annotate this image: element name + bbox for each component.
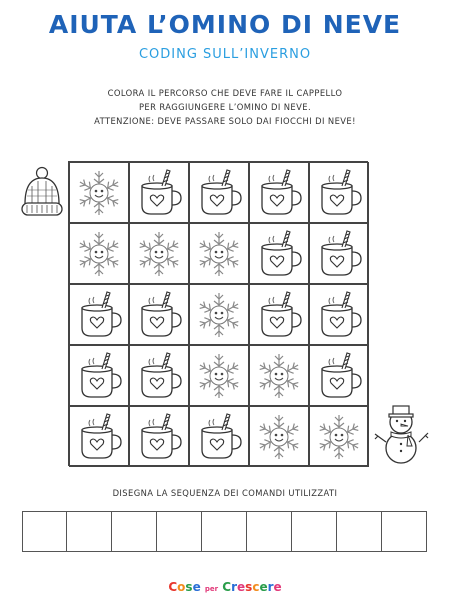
logo-word: Cose (168, 580, 201, 594)
grid-cell[interactable] (69, 406, 129, 467)
hot-cocoa-mug-icon (74, 290, 124, 340)
grid-cell[interactable] (129, 345, 189, 406)
hot-cocoa-mug-icon (314, 290, 364, 340)
command-box[interactable] (292, 511, 337, 552)
grid-cell[interactable] (129, 162, 189, 223)
commands-label: DISEGNA LA SEQUENZA DEI COMANDI UTILIZZATI (112, 488, 338, 498)
winter-hat-icon (18, 166, 66, 220)
command-box[interactable] (247, 511, 292, 552)
command-box[interactable] (22, 511, 67, 552)
hot-cocoa-mug-icon (314, 229, 364, 279)
grid-cell[interactable] (309, 284, 369, 345)
coding-grid (68, 161, 368, 466)
grid-cell[interactable] (69, 162, 129, 223)
grid-cell[interactable] (129, 284, 189, 345)
hot-cocoa-mug-icon (254, 290, 304, 340)
instruction-line: PER RAGGIUNGERE L’OMINO DI NEVE. (138, 102, 312, 112)
grid-cell[interactable] (249, 223, 309, 284)
logo-word: Crescere (222, 580, 282, 594)
grid-cell[interactable] (129, 223, 189, 284)
snowflake-icon (194, 290, 244, 340)
hot-cocoa-mug-icon (74, 412, 124, 462)
hot-cocoa-mug-icon (134, 290, 184, 340)
snowflake-icon (194, 351, 244, 401)
page-title: AIUTA L’OMINO DI NEVE (48, 10, 402, 39)
grid-cell[interactable] (249, 345, 309, 406)
command-boxes (22, 511, 427, 552)
instruction-line: COLORA IL PERCORSO CHE DEVE FARE IL CAPPELLO (107, 88, 343, 98)
grid-cell[interactable] (249, 284, 309, 345)
grid-cell[interactable] (69, 223, 129, 284)
command-box[interactable] (67, 511, 112, 552)
grid-cell[interactable] (249, 406, 309, 467)
grid-cell[interactable] (69, 345, 129, 406)
grid-cell[interactable] (189, 284, 249, 345)
hot-cocoa-mug-icon (254, 229, 304, 279)
grid-cell[interactable] (309, 162, 369, 223)
command-box[interactable] (337, 511, 382, 552)
logo (0, 580, 450, 594)
grid-cell[interactable] (69, 284, 129, 345)
hot-cocoa-mug-icon (134, 351, 184, 401)
grid-cell[interactable] (309, 345, 369, 406)
logo-word: per (204, 585, 219, 593)
snowflake-icon (194, 229, 244, 279)
hot-cocoa-mug-icon (314, 168, 364, 218)
hot-cocoa-mug-icon (194, 168, 244, 218)
hot-cocoa-mug-icon (314, 351, 364, 401)
command-box[interactable] (382, 511, 427, 552)
grid-cell[interactable] (189, 223, 249, 284)
snowman-icon (372, 402, 430, 466)
grid-cell[interactable] (249, 162, 309, 223)
snowflake-icon (134, 229, 184, 279)
command-box[interactable] (202, 511, 247, 552)
grid-cell[interactable] (189, 162, 249, 223)
grid-cell[interactable] (189, 345, 249, 406)
hot-cocoa-mug-icon (74, 351, 124, 401)
hot-cocoa-mug-icon (254, 168, 304, 218)
grid-cell[interactable] (129, 406, 189, 467)
snowflake-icon (314, 412, 364, 462)
grid-cell[interactable] (309, 223, 369, 284)
instruction-line: ATTENZIONE: DEVE PASSARE SOLO DAI FIOCCHI DI NEVE! (94, 116, 356, 126)
grid-cell[interactable] (309, 406, 369, 467)
command-box[interactable] (112, 511, 157, 552)
hot-cocoa-mug-icon (134, 168, 184, 218)
hot-cocoa-mug-icon (194, 412, 244, 462)
grid-cell[interactable] (189, 406, 249, 467)
snowflake-icon (74, 168, 124, 218)
hot-cocoa-mug-icon (134, 412, 184, 462)
page-subtitle: CODING SULL’INVERNO (138, 47, 312, 62)
instructions (60, 86, 390, 128)
snowflake-icon (74, 229, 124, 279)
snowflake-icon (254, 412, 304, 462)
command-box[interactable] (157, 511, 202, 552)
snowflake-icon (254, 351, 304, 401)
